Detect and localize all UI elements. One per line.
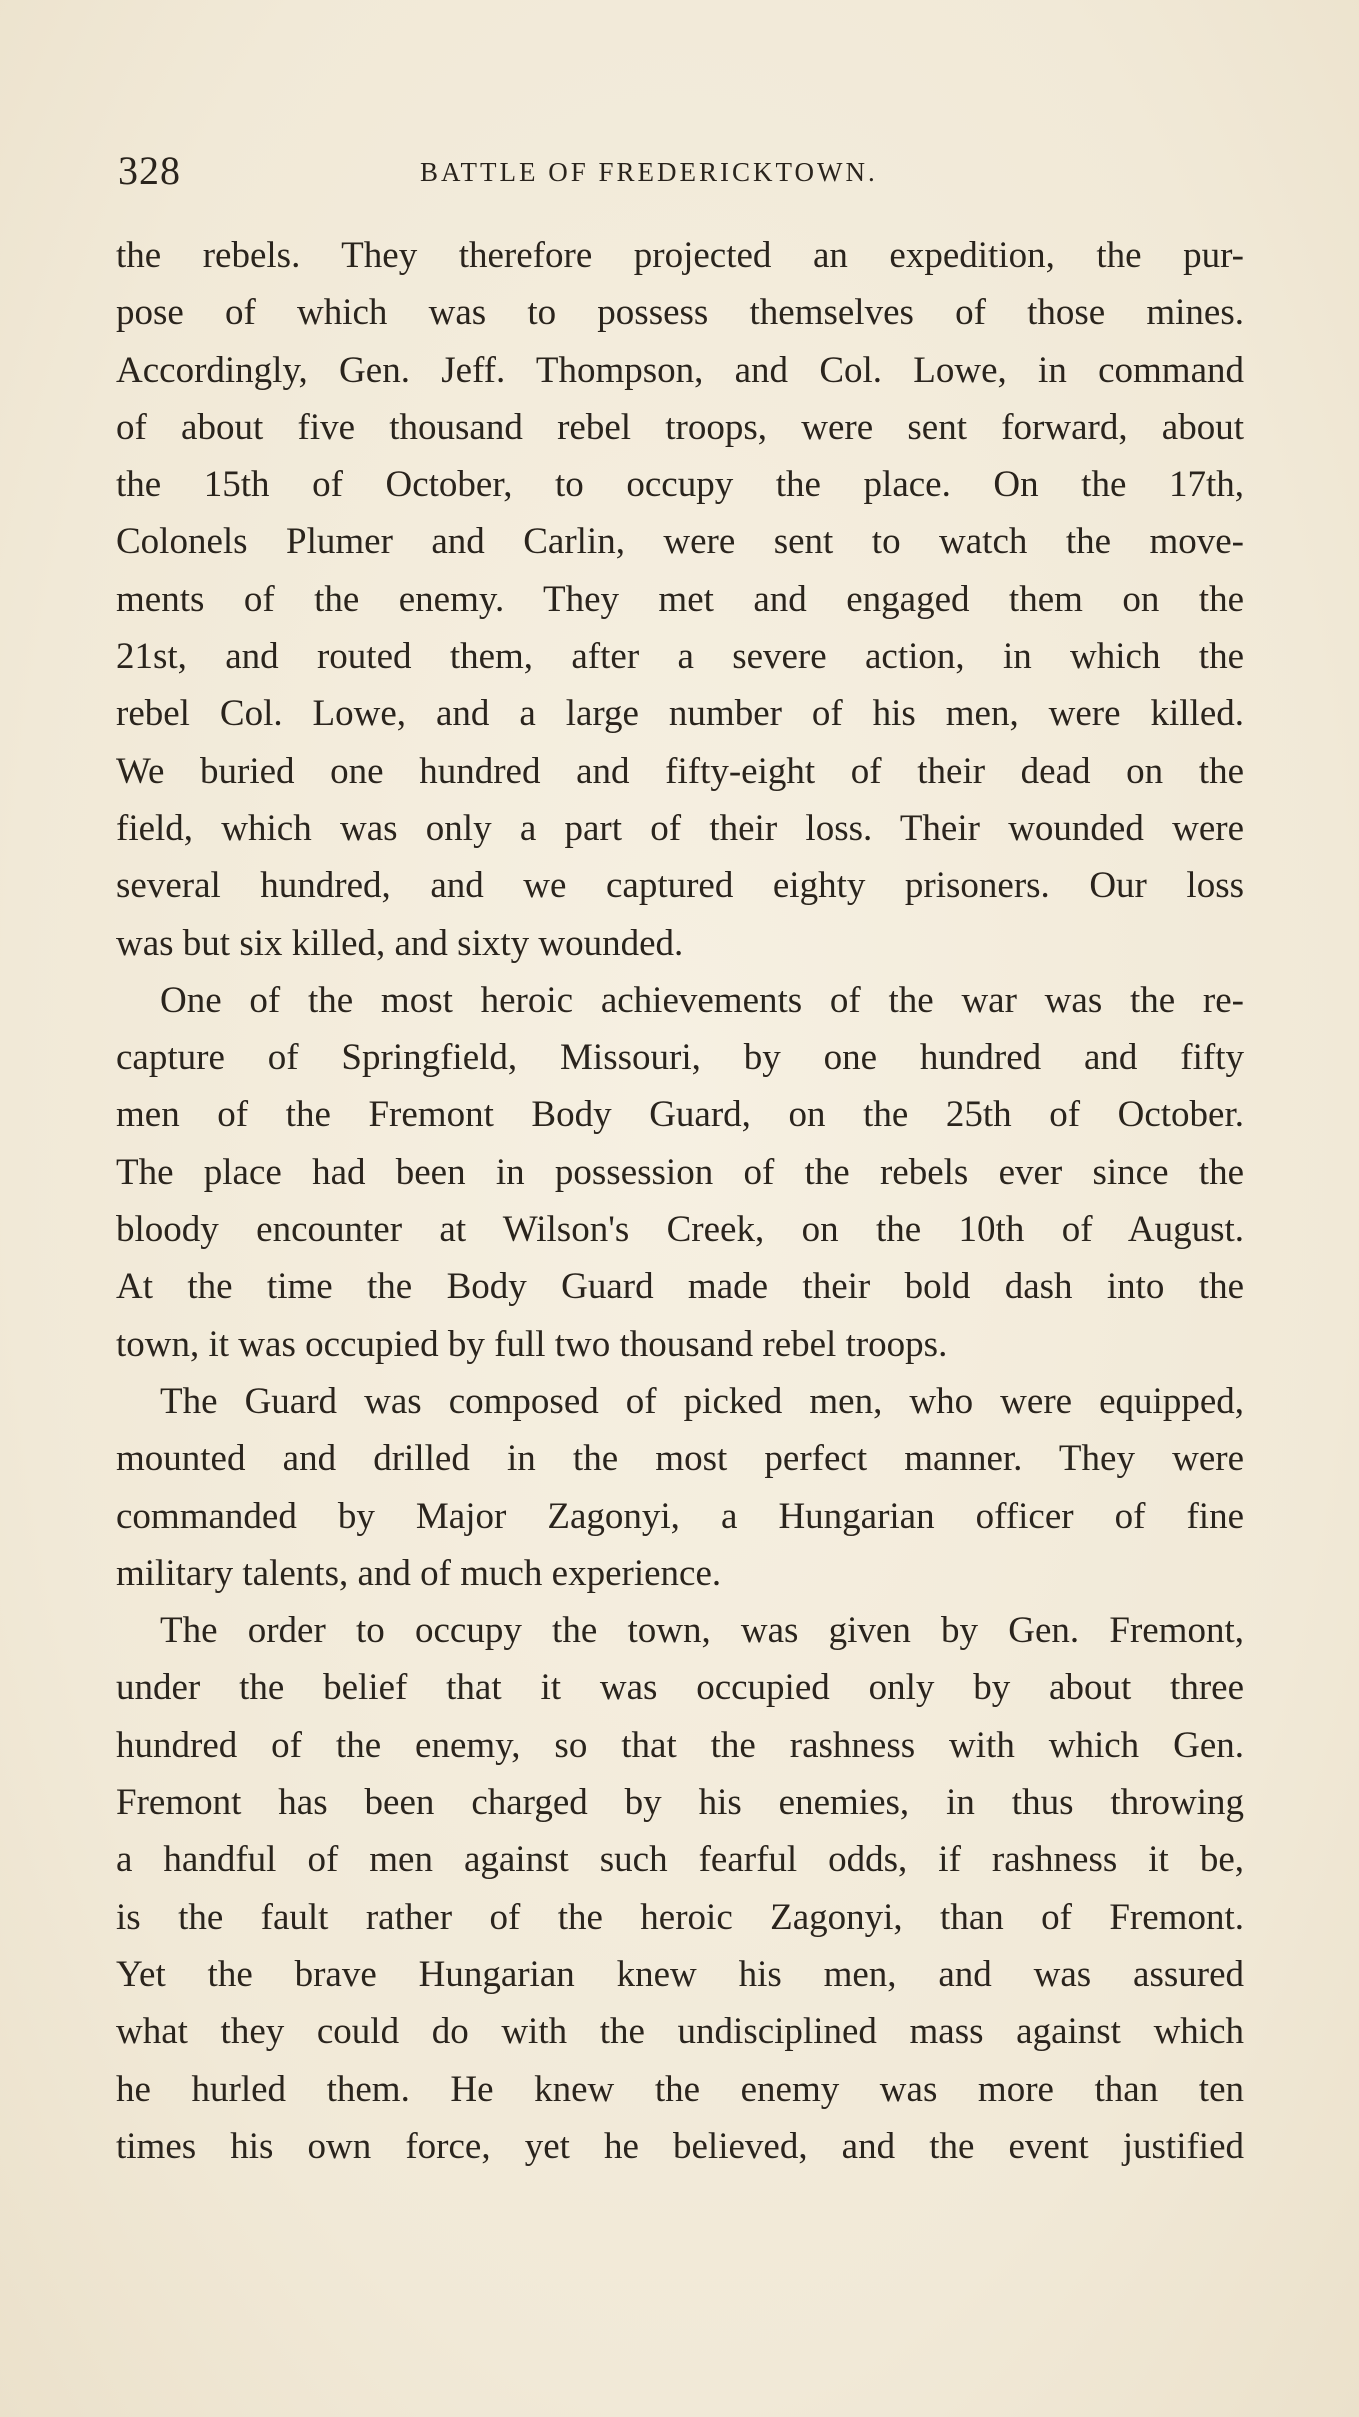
text-line: several hundred, and we captured eighty prisoners. Our loss — [116, 865, 1244, 907]
page-header — [118, 146, 1244, 196]
text-line: The Guard was composed of picked men, who were equipped, — [160, 1380, 1244, 1422]
body-text — [116, 227, 1244, 2175]
text-line: town, it was occupied by full two thousand rebel troops. — [116, 1323, 948, 1365]
paragraph-1 — [116, 227, 1244, 972]
paragraph-3 — [116, 1373, 1244, 1602]
text-line: The place had been in possession of the rebels ever since the — [116, 1151, 1244, 1193]
text-line: the rebels. They therefore projected an expedition, the pur- — [116, 235, 1244, 276]
text-line: bloody encounter at Wilson's Creek, on the 10th of August. — [116, 1209, 1244, 1251]
text-line: Fremont has been charged by his enemies, in thus throwing — [116, 1782, 1244, 1824]
text-line: field, which was only a part of their loss. Their wounded were — [116, 807, 1244, 849]
text-line: men of the Fremont Body Guard, on the 25th of October. — [116, 1094, 1244, 1136]
paragraph-4 — [116, 1602, 1244, 2175]
text-line: We buried one hundred and fifty-eight of their dead on the — [116, 750, 1244, 792]
text-line: a handful of men against such fearful odds, if rashness it be, — [116, 1839, 1244, 1881]
text-line: is the fault rather of the heroic Zagonyi, than of Fremont. — [116, 1896, 1244, 1938]
text-line: Colonels Plumer and Carlin, were sent to watch the move- — [116, 521, 1244, 563]
paragraph-2 — [116, 972, 1244, 1373]
text-line: pose of which was to possess themselves of those mines. — [116, 292, 1244, 334]
text-line: hundred of the enemy, so that the rashness with which Gen. — [116, 1724, 1244, 1766]
text-line: the 15th of October, to occupy the place. On the 17th, — [116, 464, 1244, 506]
text-line: mounted and drilled in the most perfect manner. They were — [116, 1438, 1244, 1480]
text-line: of about five thousand rebel troops, were sent forward, about — [116, 406, 1244, 448]
text-line: Accordingly, Gen. Jeff. Thompson, and Col. Lowe, in command — [116, 349, 1244, 391]
text-line: 21st, and routed them, after a severe action, in which the — [116, 636, 1244, 678]
text-line: was but six killed, and sixty wounded. — [116, 922, 684, 964]
text-line: times his own force, yet he believed, and the event justified — [116, 2125, 1244, 2167]
text-line: At the time the Body Guard made their bold dash into the — [116, 1266, 1244, 1308]
text-line: under the belief that it was occupied only by about three — [116, 1667, 1244, 1709]
text-line: capture of Springfield, Missouri, by one hundred and fifty — [116, 1037, 1244, 1079]
text-line: military talents, and of much experience. — [116, 1552, 722, 1594]
text-line: rebel Col. Lowe, and a large number of his men, were killed. — [116, 693, 1244, 735]
text-line: One of the most heroic achievements of the war was the re- — [160, 979, 1244, 1021]
running-head: BATTLE OF FREDERICKTOWN. — [420, 157, 878, 187]
text-line: Yet the brave Hungarian knew his men, and was assured — [116, 1953, 1244, 1995]
text-line: what they could do with the undisciplined mass against which — [116, 2011, 1244, 2053]
text-line: ments of the enemy. They met and engaged them on the — [116, 578, 1244, 620]
text-line: commanded by Major Zagonyi, a Hungarian officer of fine — [116, 1495, 1244, 1537]
page-number: 328 — [118, 148, 181, 193]
text-line: he hurled them. He knew the enemy was more than ten — [116, 2068, 1244, 2110]
text-line: The order to occupy the town, was given by Gen. Fremont, — [160, 1610, 1244, 1652]
